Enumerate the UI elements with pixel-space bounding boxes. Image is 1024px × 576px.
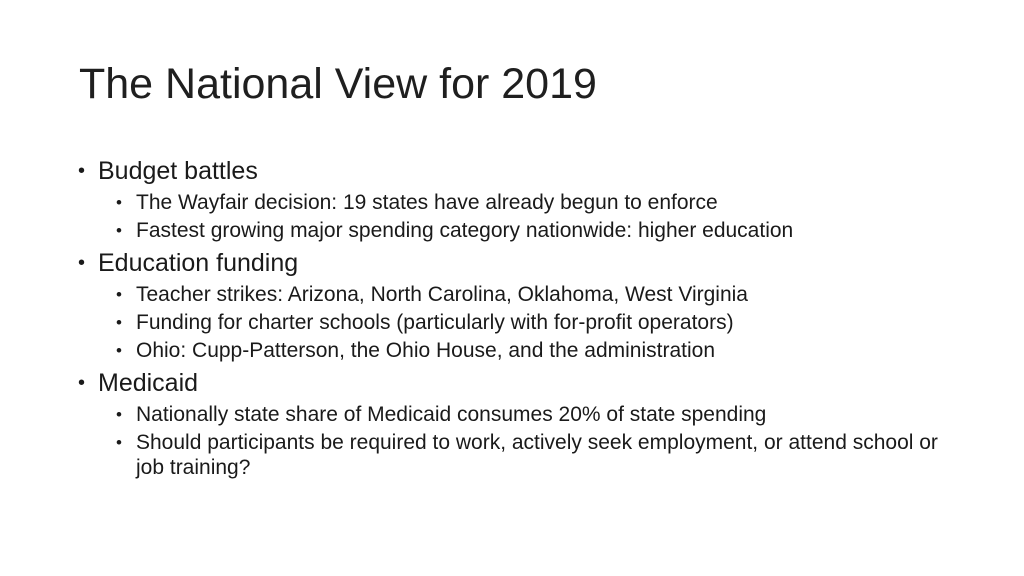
sub-list <box>78 282 958 363</box>
bullet-icon: • <box>116 341 122 360</box>
bullet-icon: • <box>78 160 86 182</box>
list-item-text: Nationally state share of Medicaid consumes 20% of state spending <box>136 403 767 426</box>
section-heading: Budget battles <box>98 157 258 185</box>
sub-list <box>78 190 958 243</box>
section-budget-battles <box>78 154 958 188</box>
bullet-icon: • <box>116 405 122 424</box>
list-item <box>78 430 958 480</box>
list-item <box>78 310 958 335</box>
list-item-text: Should participants be required to work, actively seek employment, or attend school or job training? <box>136 431 938 479</box>
list-item <box>78 282 958 307</box>
list-item-text: Ohio: Cupp-Patterson, the Ohio House, and the administration <box>136 339 715 362</box>
slide-title: The National View for 2019 <box>79 60 597 108</box>
list-item <box>78 190 958 215</box>
sub-list <box>78 402 958 480</box>
list-item-text: Fastest growing major spending category nationwide: higher education <box>136 219 794 242</box>
bullet-list <box>78 152 958 483</box>
bullet-icon: • <box>116 433 122 452</box>
bullet-icon: • <box>78 252 86 274</box>
list-item <box>78 338 958 363</box>
list-item <box>78 402 958 427</box>
list-item-text: The Wayfair decision: 19 states have already begun to enforce <box>136 191 718 214</box>
list-item <box>78 218 958 243</box>
bullet-icon: • <box>116 193 122 212</box>
list-item-text: Funding for charter schools (particularly with for-profit operators) <box>136 311 734 334</box>
section-education-funding <box>78 246 958 280</box>
section-heading: Medicaid <box>98 369 199 397</box>
bullet-icon: • <box>78 372 86 394</box>
list-item-text: Teacher strikes: Arizona, North Carolina, Oklahoma, West Virginia <box>136 283 748 306</box>
bullet-icon: • <box>116 313 122 332</box>
bullet-icon: • <box>116 221 122 240</box>
bullet-icon: • <box>116 285 122 304</box>
section-medicaid <box>78 366 958 400</box>
section-heading: Education funding <box>98 249 299 277</box>
